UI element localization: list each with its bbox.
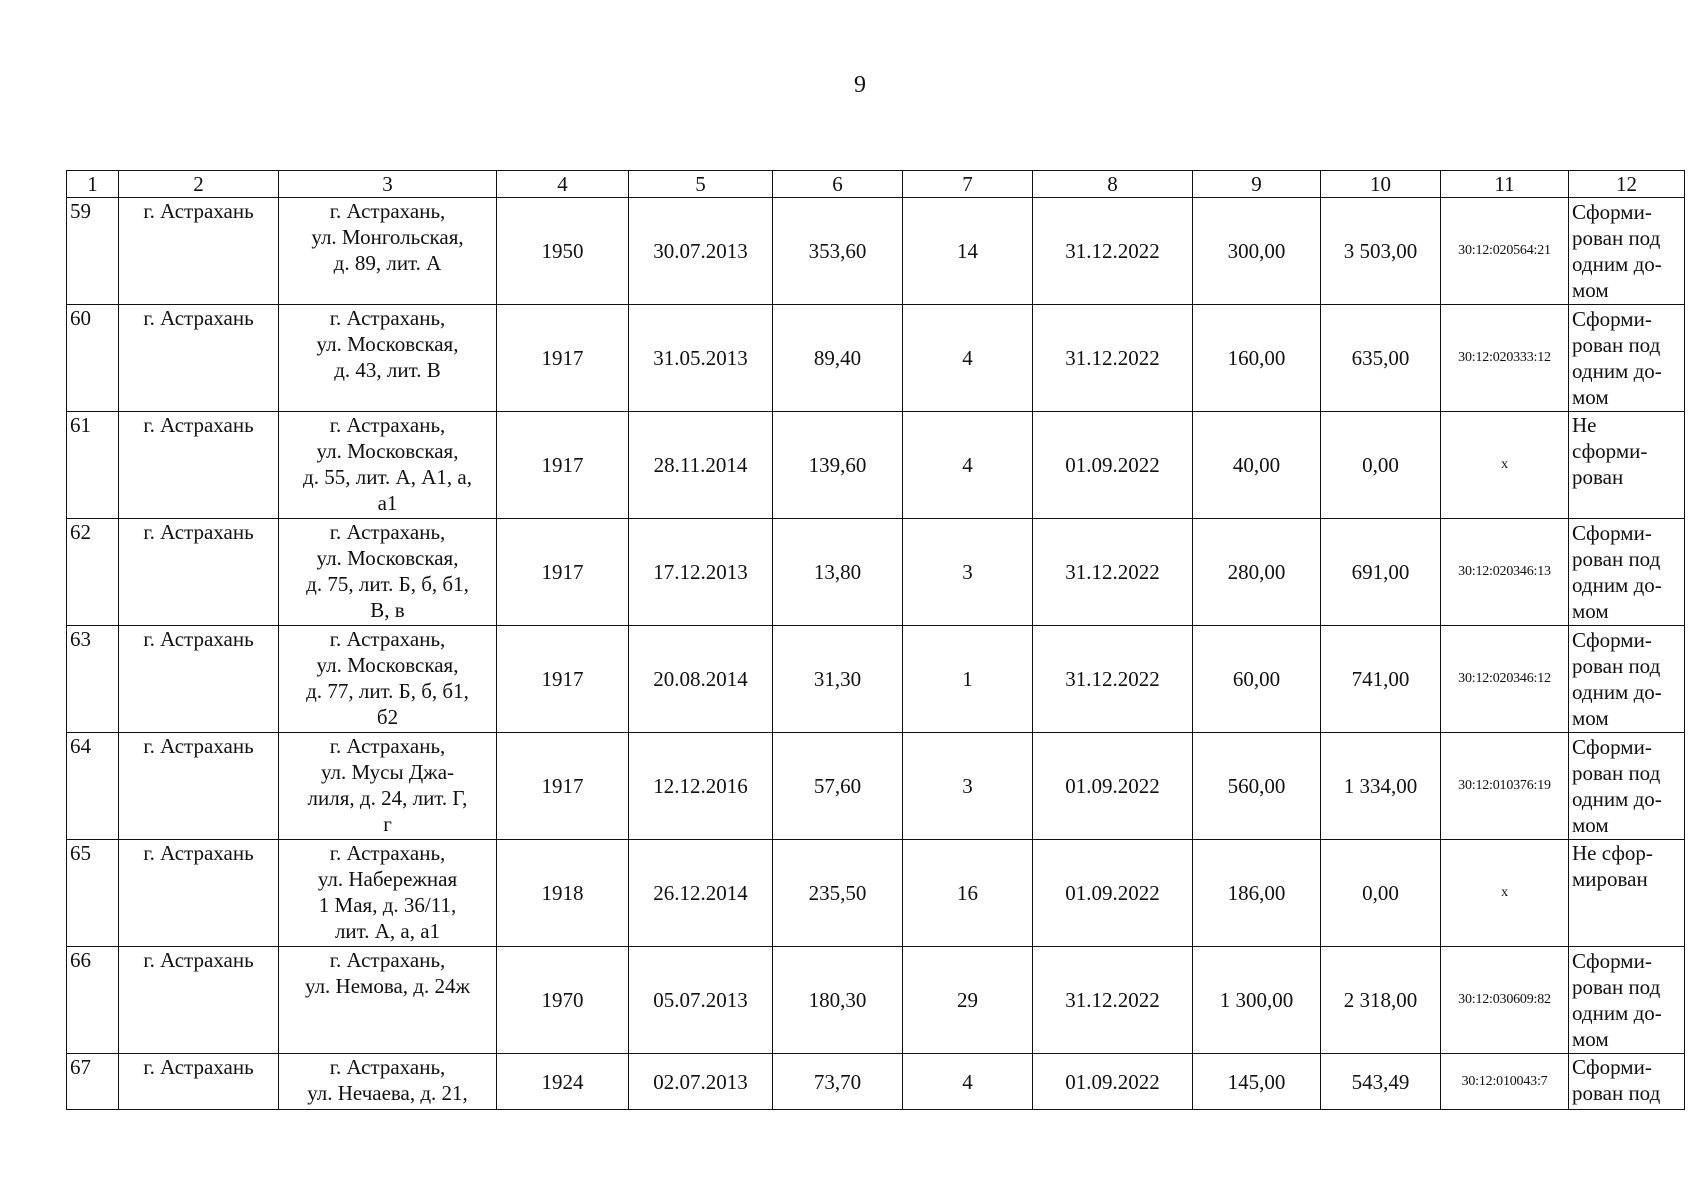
status-line: Сформи- xyxy=(1572,949,1652,973)
address-line: ул. Московская, xyxy=(316,653,459,677)
address-line: г. Астрахань, xyxy=(329,948,446,972)
year-cell: 1917 xyxy=(497,626,629,733)
amount-col10-cell: 741,00 xyxy=(1321,626,1441,733)
land-status-cell xyxy=(1569,305,1685,412)
row-number-cell: 60 xyxy=(67,305,119,412)
status-line: одним до- xyxy=(1572,787,1662,811)
row-number-cell: 65 xyxy=(67,840,119,947)
status-line: рован под xyxy=(1572,975,1661,999)
amount-col10-cell: 0,00 xyxy=(1321,412,1441,519)
column-header: 3 xyxy=(279,171,497,198)
year-cell: 1917 xyxy=(497,519,629,626)
date-cell: 26.12.2014 xyxy=(629,840,773,947)
status-line: сформи- xyxy=(1572,439,1648,463)
address-line: г. Астрахань, xyxy=(329,627,446,651)
deadline-cell: 01.09.2022 xyxy=(1033,840,1193,947)
status-line: Не сфор- xyxy=(1572,841,1653,865)
year-cell: 1918 xyxy=(497,840,629,947)
land-status-cell xyxy=(1569,519,1685,626)
column-header: 1 xyxy=(67,171,119,198)
city-cell: г. Астрахань xyxy=(119,412,279,519)
date-cell: 05.07.2013 xyxy=(629,947,773,1054)
table-row xyxy=(67,412,1685,519)
status-line: Не xyxy=(1572,413,1597,437)
address-line: г. Астрахань, xyxy=(329,199,446,223)
status-line: одним до- xyxy=(1572,359,1662,383)
cadastral-number-cell: 30:12:010043:7 xyxy=(1441,1054,1569,1110)
address-line: г. Астрахань, xyxy=(329,306,446,330)
year-cell: 1917 xyxy=(497,305,629,412)
row-number-cell: 66 xyxy=(67,947,119,1054)
amount-col9-cell: 145,00 xyxy=(1193,1054,1321,1110)
land-status-cell xyxy=(1569,1054,1685,1110)
cadastral-number-cell: 30:12:020346:13 xyxy=(1441,519,1569,626)
address-line: В, в xyxy=(370,598,405,622)
residents-cell: 4 xyxy=(903,412,1033,519)
row-number-cell: 62 xyxy=(67,519,119,626)
deadline-cell: 31.12.2022 xyxy=(1033,305,1193,412)
date-cell: 02.07.2013 xyxy=(629,1054,773,1110)
table-row xyxy=(67,305,1685,412)
amount-col10-cell: 543,49 xyxy=(1321,1054,1441,1110)
date-cell: 12.12.2016 xyxy=(629,733,773,840)
status-line: Сформи- xyxy=(1572,200,1652,224)
amount-col9-cell: 280,00 xyxy=(1193,519,1321,626)
status-line: мом xyxy=(1572,1027,1609,1051)
deadline-cell: 31.12.2022 xyxy=(1033,626,1193,733)
table-row xyxy=(67,733,1685,840)
address-cell xyxy=(279,840,497,947)
row-number-cell: 61 xyxy=(67,412,119,519)
status-line: одним до- xyxy=(1572,680,1662,704)
address-cell xyxy=(279,1054,497,1110)
date-cell: 31.05.2013 xyxy=(629,305,773,412)
housing-registry-table xyxy=(66,170,1685,1110)
page-number: 9 xyxy=(854,72,866,98)
address-line: лит. А, а, а1 xyxy=(334,919,441,943)
table-row xyxy=(67,626,1685,733)
address-cell xyxy=(279,305,497,412)
column-header: 6 xyxy=(773,171,903,198)
column-header: 10 xyxy=(1321,171,1441,198)
amount-col9-cell: 160,00 xyxy=(1193,305,1321,412)
area-cell: 13,80 xyxy=(773,519,903,626)
city-cell: г. Астрахань xyxy=(119,198,279,305)
column-header: 9 xyxy=(1193,171,1321,198)
amount-col9-cell: 300,00 xyxy=(1193,198,1321,305)
deadline-cell: 01.09.2022 xyxy=(1033,733,1193,840)
cadastral-number-cell: х xyxy=(1441,412,1569,519)
address-line: д. 75, лит. Б, б, б1, xyxy=(306,572,469,596)
residents-cell: 29 xyxy=(903,947,1033,1054)
land-status-cell xyxy=(1569,947,1685,1054)
deadline-cell: 01.09.2022 xyxy=(1033,412,1193,519)
year-cell: 1917 xyxy=(497,733,629,840)
residents-cell: 4 xyxy=(903,305,1033,412)
address-line: д. 89, лит. А xyxy=(333,251,442,275)
city-cell: г. Астрахань xyxy=(119,519,279,626)
status-line: Сформи- xyxy=(1572,307,1652,331)
row-number-cell: 59 xyxy=(67,198,119,305)
cadastral-number-cell: 30:12:020333:12 xyxy=(1441,305,1569,412)
address-line: ул. Московская, xyxy=(316,332,459,356)
status-line: мом xyxy=(1572,599,1609,623)
residents-cell: 1 xyxy=(903,626,1033,733)
cadastral-number-cell: 30:12:020564:21 xyxy=(1441,198,1569,305)
deadline-cell: 31.12.2022 xyxy=(1033,198,1193,305)
address-cell xyxy=(279,198,497,305)
status-line: рован под xyxy=(1572,547,1661,571)
year-cell: 1950 xyxy=(497,198,629,305)
status-line: рован под xyxy=(1572,333,1661,357)
status-line: рован под xyxy=(1572,226,1661,250)
status-line: мом xyxy=(1572,813,1609,837)
date-cell: 20.08.2014 xyxy=(629,626,773,733)
area-cell: 73,70 xyxy=(773,1054,903,1110)
column-header: 2 xyxy=(119,171,279,198)
amount-col9-cell: 186,00 xyxy=(1193,840,1321,947)
area-cell: 353,60 xyxy=(773,198,903,305)
land-status-cell xyxy=(1569,840,1685,947)
address-line: г. Астрахань, xyxy=(329,1055,446,1079)
deadline-cell: 01.09.2022 xyxy=(1033,1054,1193,1110)
address-line: д. 77, лит. Б, б, б1, xyxy=(306,679,469,703)
column-header: 11 xyxy=(1441,171,1569,198)
address-line: а1 xyxy=(377,491,398,515)
status-line: Сформи- xyxy=(1572,628,1652,652)
status-line: Сформи- xyxy=(1572,521,1652,545)
status-line: Сформи- xyxy=(1572,1055,1652,1079)
address-cell xyxy=(279,947,497,1054)
status-line: одним до- xyxy=(1572,1001,1662,1025)
city-cell: г. Астрахань xyxy=(119,840,279,947)
date-cell: 17.12.2013 xyxy=(629,519,773,626)
cadastral-number-cell: 30:12:020346:12 xyxy=(1441,626,1569,733)
land-status-cell xyxy=(1569,733,1685,840)
cadastral-number-cell: х xyxy=(1441,840,1569,947)
column-header: 8 xyxy=(1033,171,1193,198)
row-number-cell: 67 xyxy=(67,1054,119,1110)
date-cell: 30.07.2013 xyxy=(629,198,773,305)
address-line: г. Астрахань, xyxy=(329,520,446,544)
amount-col9-cell: 560,00 xyxy=(1193,733,1321,840)
city-cell: г. Астрахань xyxy=(119,1054,279,1110)
amount-col10-cell: 635,00 xyxy=(1321,305,1441,412)
status-line: рован xyxy=(1572,465,1624,489)
area-cell: 89,40 xyxy=(773,305,903,412)
year-cell: 1970 xyxy=(497,947,629,1054)
address-cell xyxy=(279,733,497,840)
status-line: Сформи- xyxy=(1572,735,1652,759)
address-line: г. Астрахань, xyxy=(329,734,446,758)
land-status-cell xyxy=(1569,198,1685,305)
area-cell: 180,30 xyxy=(773,947,903,1054)
address-line: ул. Московская, xyxy=(316,546,459,570)
area-cell: 139,60 xyxy=(773,412,903,519)
address-line: ул. Московская, xyxy=(316,439,459,463)
address-line: 1 Мая, д. 36/11, xyxy=(318,893,457,917)
table-row xyxy=(67,947,1685,1054)
city-cell: г. Астрахань xyxy=(119,626,279,733)
land-status-cell xyxy=(1569,626,1685,733)
row-number-cell: 64 xyxy=(67,733,119,840)
residents-cell: 3 xyxy=(903,519,1033,626)
address-line: ул. Монгольская, xyxy=(311,225,464,249)
area-cell: 235,50 xyxy=(773,840,903,947)
address-line: г. Астрахань, xyxy=(329,413,446,437)
address-line: ул. Немова, д. 24ж xyxy=(305,974,470,998)
table-row xyxy=(67,1054,1685,1110)
status-line: рован под xyxy=(1572,761,1661,785)
city-cell: г. Астрахань xyxy=(119,733,279,840)
status-line: мом xyxy=(1572,278,1609,302)
status-line: мом xyxy=(1572,385,1609,409)
amount-col9-cell: 1 300,00 xyxy=(1193,947,1321,1054)
table-row xyxy=(67,840,1685,947)
status-line: рован под xyxy=(1572,654,1661,678)
table-row xyxy=(67,198,1685,305)
status-line: рован под xyxy=(1572,1081,1661,1105)
address-line: ул. Мусы Джа- xyxy=(320,760,455,784)
residents-cell: 16 xyxy=(903,840,1033,947)
address-cell xyxy=(279,626,497,733)
residents-cell: 14 xyxy=(903,198,1033,305)
table-row xyxy=(67,519,1685,626)
amount-col10-cell: 3 503,00 xyxy=(1321,198,1441,305)
amount-col9-cell: 60,00 xyxy=(1193,626,1321,733)
column-header: 4 xyxy=(497,171,629,198)
city-cell: г. Астрахань xyxy=(119,305,279,412)
deadline-cell: 31.12.2022 xyxy=(1033,519,1193,626)
address-line: б2 xyxy=(376,705,399,729)
address-line: лиля, д. 24, лит. Г, xyxy=(307,786,468,810)
address-line: ул. Набережная xyxy=(317,867,458,891)
address-line: д. 55, лит. А, А1, а, xyxy=(303,465,472,489)
amount-col9-cell: 40,00 xyxy=(1193,412,1321,519)
amount-col10-cell: 0,00 xyxy=(1321,840,1441,947)
area-cell: 31,30 xyxy=(773,626,903,733)
deadline-cell: 31.12.2022 xyxy=(1033,947,1193,1054)
status-line: одним до- xyxy=(1572,252,1662,276)
cadastral-number-cell: 30:12:010376:19 xyxy=(1441,733,1569,840)
cadastral-number-cell: 30:12:030609:82 xyxy=(1441,947,1569,1054)
address-line: г. Астрахань, xyxy=(329,841,446,865)
residents-cell: 4 xyxy=(903,1054,1033,1110)
address-line: г xyxy=(383,812,392,836)
address-line: д. 43, лит. В xyxy=(334,358,441,382)
amount-col10-cell: 691,00 xyxy=(1321,519,1441,626)
column-header: 12 xyxy=(1569,171,1685,198)
row-number-cell: 63 xyxy=(67,626,119,733)
amount-col10-cell: 2 318,00 xyxy=(1321,947,1441,1054)
year-cell: 1924 xyxy=(497,1054,629,1110)
column-number-header-row xyxy=(67,171,1685,198)
address-cell xyxy=(279,519,497,626)
date-cell: 28.11.2014 xyxy=(629,412,773,519)
year-cell: 1917 xyxy=(497,412,629,519)
address-cell xyxy=(279,412,497,519)
residents-cell: 3 xyxy=(903,733,1033,840)
table-body xyxy=(67,198,1685,1110)
land-status-cell xyxy=(1569,412,1685,519)
column-header: 7 xyxy=(903,171,1033,198)
status-line: мом xyxy=(1572,706,1609,730)
column-header: 5 xyxy=(629,171,773,198)
address-line: ул. Нечаева, д. 21, xyxy=(307,1081,468,1105)
area-cell: 57,60 xyxy=(773,733,903,840)
amount-col10-cell: 1 334,00 xyxy=(1321,733,1441,840)
status-line: одним до- xyxy=(1572,573,1662,597)
city-cell: г. Астрахань xyxy=(119,947,279,1054)
status-line: мирован xyxy=(1572,867,1648,891)
